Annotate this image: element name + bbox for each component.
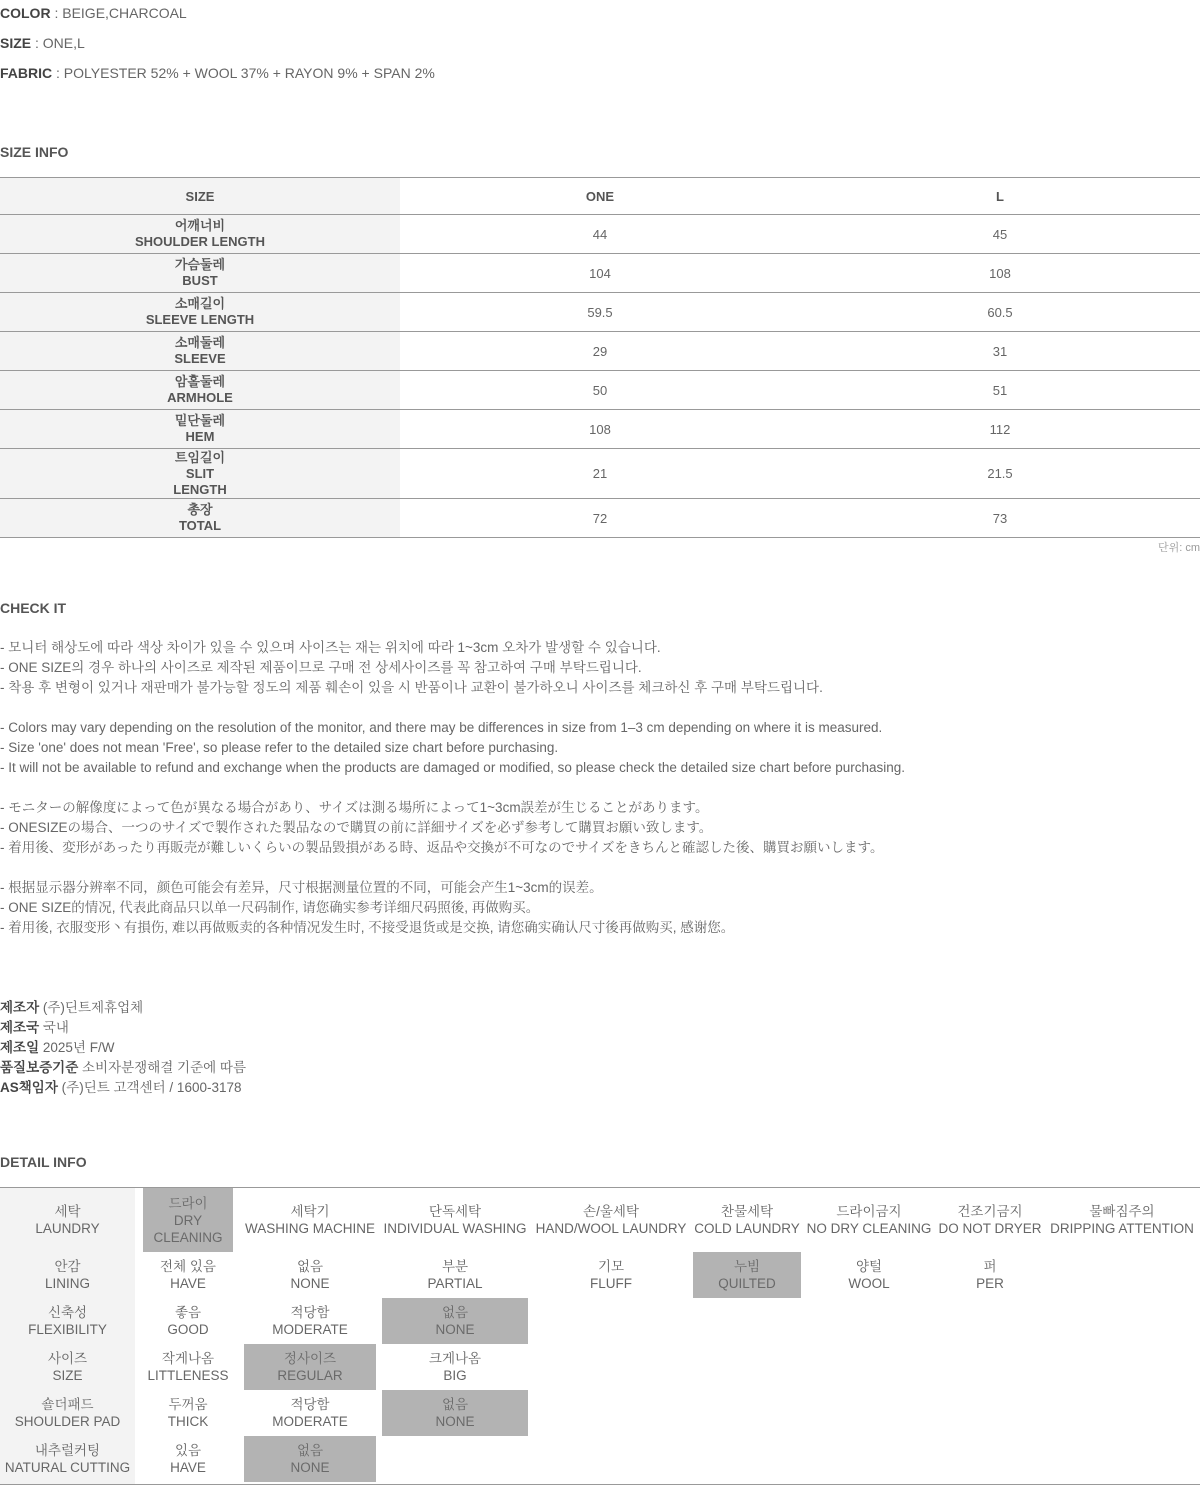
size-value-l: 21.5 — [800, 449, 1200, 499]
detail-label-text: 사이즈 — [47, 1351, 88, 1366]
detail-option-text: 적당함 — [290, 1305, 330, 1320]
detail-option-text: 양털 — [855, 1259, 883, 1274]
detail-option-text: THICK — [167, 1414, 209, 1429]
detail-label-text: 세탁 — [54, 1204, 81, 1219]
detail-option-selected — [244, 1344, 376, 1390]
detail-option-text: NONE — [290, 1460, 330, 1475]
spec-value: : POLYESTER 52% + WOOL 37% + RAYON 9% + SPAN 2% — [56, 65, 435, 81]
detail-option — [232, 1298, 388, 1344]
measure-name: SHOULDER LENGTH — [135, 234, 265, 249]
unit-label: 단위: cm — [1157, 542, 1200, 554]
size-row — [0, 254, 1200, 293]
size-value-l: 108 — [800, 254, 1200, 293]
detail-option-text: DRY — [173, 1212, 203, 1228]
detail-option-text: 누빔 — [733, 1259, 761, 1274]
detail-option-selected — [382, 1298, 528, 1344]
spec-label: COLOR — [0, 5, 51, 21]
size-value-l: 73 — [800, 499, 1200, 538]
maker-label: 제조일 — [0, 1040, 40, 1055]
detail-option-text: 좋음 — [174, 1305, 202, 1320]
measure-name: 암홀둘레 — [174, 374, 226, 389]
spec-fabric — [0, 65, 435, 81]
detail-option-text: NONE — [290, 1276, 330, 1291]
notice-line: - Size 'one' does not mean 'Free', so please refer to the detailed size chart before purchasing. — [0, 740, 559, 755]
check-it-kr — [0, 638, 823, 698]
notice-line: - ONE SIZE的情况, 代表此商品只以单一尺码制作, 请您确实参考详细尺码照後, 再做购买。 — [0, 900, 540, 915]
size-value-one: 21 — [400, 449, 800, 499]
detail-option-text: 퍼 — [983, 1259, 997, 1274]
detail-option — [131, 1252, 245, 1298]
detail-option — [131, 1436, 245, 1482]
maker-label: 제조자 — [0, 1000, 40, 1015]
maker-label: 제조국 — [0, 1020, 40, 1035]
detail-option-text: FLUFF — [590, 1276, 632, 1291]
size-value-l: 112 — [800, 410, 1200, 449]
detail-option-selected — [382, 1390, 528, 1436]
size-value-one: 44 — [400, 215, 800, 254]
maker-row — [0, 1018, 246, 1038]
size-row — [0, 215, 1200, 254]
measure-name: 트임길이 — [174, 449, 226, 465]
detail-option — [232, 1252, 388, 1298]
detail-row-label — [0, 1252, 135, 1298]
notice-line: - 着用後, 衣服变形丶有損伤, 难以再做贩卖的各种情况发生时, 不接受退货或是交换, 请您确实确认尺寸後再做购买, 感谢您。 — [0, 920, 735, 935]
detail-option-text: REGULAR — [277, 1368, 343, 1383]
spec-value: : ONE,L — [35, 35, 85, 51]
detail-label-text: 숄더패드 — [41, 1397, 94, 1412]
spec-color — [0, 5, 187, 21]
notice-line: - モニターの解像度によって色が異なる場合があり、サイズは測る場所によって1~3cm誤差が生じることがあります。 — [0, 800, 709, 815]
size-row-label — [0, 410, 400, 449]
check-it-cn — [0, 878, 734, 938]
size-row-label — [0, 371, 400, 410]
measure-name: BUST — [182, 273, 218, 288]
detail-option-text: NONE — [435, 1414, 475, 1429]
measure-name: 소매길이 — [174, 296, 226, 311]
size-value-one: 108 — [400, 410, 800, 449]
notice-line: - 착용 후 변형이 있거나 재판매가 불가능할 정도의 제품 훼손이 있을 시 반품이나 교환이 불가하오니 사이즈를 체크하신 후 구매 부탁드립니다. — [0, 680, 823, 695]
maker-label: 품질보증기준 — [0, 1060, 79, 1075]
measure-name: SLEEVE LENGTH — [145, 312, 255, 327]
measure-name: LENGTH — [173, 481, 227, 497]
detail-option-text: HAVE — [170, 1460, 206, 1475]
maker-value: (주)딘트제휴업체 — [42, 1000, 144, 1015]
detail-option — [521, 1188, 701, 1252]
detail-option-selected — [693, 1252, 801, 1298]
size-value-one: 29 — [400, 332, 800, 371]
measure-name: SLIT — [185, 465, 215, 481]
detail-option-text: GOOD — [167, 1322, 209, 1337]
detail-option-text: 정사이즈 — [283, 1351, 337, 1366]
check-it-jp — [0, 798, 883, 858]
notice-line: - ONE SIZE의 경우 하나의 사이즈로 제작된 제품이므로 구매 전 상세사이즈를 꼭 참고하여 구매 부탁드립니다. — [0, 660, 642, 675]
detail-option — [131, 1390, 245, 1436]
maker-info — [0, 998, 246, 1098]
detail-option-text: PER — [976, 1276, 1004, 1291]
detail-option-text: 기모 — [597, 1259, 625, 1274]
detail-option-text: HAVE — [170, 1276, 206, 1291]
detail-option-text: INDIVIDUAL WASHING — [383, 1221, 527, 1236]
detail-option — [370, 1252, 540, 1298]
size-row — [0, 410, 1200, 449]
size-value-l: 51 — [800, 371, 1200, 410]
size-value-one: 72 — [400, 499, 800, 538]
size-value-one: 104 — [400, 254, 800, 293]
header-l: L — [800, 178, 1200, 215]
maker-value: 국내 — [42, 1020, 69, 1035]
size-value-l: 45 — [800, 215, 1200, 254]
detail-label-text: LAUNDRY — [35, 1221, 100, 1236]
detail-option — [232, 1390, 388, 1436]
detail-label-text: SHOULDER PAD — [14, 1414, 121, 1429]
detail-label-text: SIZE — [52, 1368, 83, 1383]
measure-name: 가슴둘레 — [174, 257, 226, 272]
detail-option-selected — [244, 1436, 376, 1482]
detail-option-text: LITTLENESS — [147, 1368, 229, 1383]
size-row — [0, 293, 1200, 332]
size-info-title: SIZE INFO — [0, 144, 69, 160]
detail-option-text: WOOL — [848, 1276, 890, 1291]
detail-option-text: MODERATE — [272, 1322, 348, 1337]
detail-row-label — [0, 1298, 135, 1344]
detail-info-title: DETAIL INFO — [0, 1154, 87, 1170]
detail-option — [1034, 1188, 1200, 1252]
maker-row — [0, 1058, 246, 1078]
size-row-label — [0, 332, 400, 371]
detail-option-text: 없음 — [441, 1397, 469, 1412]
notice-line: - Colors may vary depending on the resolution of the monitor, and there may be differences in size from 1–3 cm depending on where it is measured. — [0, 720, 883, 735]
detail-option-text: 없음 — [441, 1305, 469, 1320]
measure-name: SLEEVE — [174, 351, 226, 366]
size-row-label — [0, 499, 400, 538]
detail-option-text: 크게나옴 — [428, 1351, 482, 1366]
detail-option — [232, 1188, 388, 1252]
detail-row-label — [0, 1390, 135, 1436]
detail-label-text: 내추럴커팅 — [34, 1443, 101, 1458]
spec-label: FABRIC — [0, 65, 53, 81]
detail-option — [923, 1252, 1057, 1298]
detail-option-text: 세탁기 — [290, 1204, 330, 1219]
measure-name: ARMHOLE — [167, 390, 233, 405]
detail-option-text: 전체 있음 — [160, 1259, 216, 1274]
detail-option — [521, 1252, 701, 1298]
detail-option-text: 찬물세탁 — [720, 1204, 774, 1219]
check-it-title: CHECK IT — [0, 600, 67, 616]
detail-option-text: 손/울세탁 — [583, 1204, 639, 1219]
detail-row-label — [0, 1188, 135, 1252]
detail-option-text: COLD LAUNDRY — [694, 1221, 800, 1236]
detail-option-text: CLEANING — [153, 1229, 223, 1245]
size-value-one: 59.5 — [400, 293, 800, 332]
size-row — [0, 371, 1200, 410]
measure-name: 소매둘레 — [174, 335, 226, 350]
measure-name: TOTAL — [178, 518, 222, 533]
size-value-l: 31 — [800, 332, 1200, 371]
maker-value: 2025년 F/W — [42, 1040, 115, 1055]
detail-option-text: 단독세탁 — [428, 1204, 482, 1219]
detail-option-text: NONE — [435, 1322, 475, 1337]
measure-name: 밑단둘레 — [174, 413, 226, 428]
measure-name: 어깨너비 — [174, 218, 226, 233]
detail-option — [370, 1344, 540, 1390]
maker-value: 소비자분쟁해결 기준에 따름 — [82, 1060, 247, 1075]
detail-option-text: 없음 — [296, 1443, 324, 1458]
spec-label: SIZE — [0, 35, 32, 51]
maker-row — [0, 998, 246, 1018]
detail-row-label — [0, 1436, 135, 1482]
maker-value: (주)딘트 고객센터 / 1600-3178 — [61, 1080, 242, 1095]
detail-option-text: DO NOT DRYER — [938, 1221, 1042, 1236]
detail-option — [131, 1298, 245, 1344]
notice-line: - It will not be available to refund and exchange when the products are damaged or modified, so please check the detailed size chart before purchasing. — [0, 760, 906, 775]
detail-option-text: 있음 — [174, 1443, 202, 1458]
detail-option-text: MODERATE — [272, 1414, 348, 1429]
detail-option-text: 물빠짐주의 — [1089, 1204, 1155, 1219]
size-row — [0, 332, 1200, 371]
notice-line: - 根据显示器分辨率不同，颜色可能会有差异，尺寸根据测量位置的不同，可能会产生1~3cm的误差。 — [0, 880, 603, 895]
detail-option-text: QUILTED — [718, 1276, 776, 1291]
notice-line: - 着用後、変形があったり再販売が難しいくらいの製品毀損がある時、返品や交換が不可なのでサイズをきちんと確認した後、購買お願いします。 — [0, 840, 884, 855]
detail-option-text: DRIPPING ATTENTION — [1050, 1221, 1194, 1236]
header-size: SIZE — [0, 178, 400, 215]
detail-label-text: LINING — [44, 1276, 90, 1291]
detail-option-text: NO DRY CLEANING — [806, 1221, 932, 1236]
detail-option-text: 적당함 — [290, 1397, 330, 1412]
detail-option-text: HAND/WOOL LAUNDRY — [535, 1221, 687, 1236]
size-value-l: 60.5 — [800, 293, 1200, 332]
size-row-label — [0, 254, 400, 293]
size-row — [0, 499, 1200, 538]
spec-size — [0, 35, 85, 51]
detail-option-selected — [143, 1188, 233, 1252]
size-row-label — [0, 215, 400, 254]
detail-option-text: 없음 — [296, 1259, 324, 1274]
notice-line: - 모니터 해상도에 따라 색상 차이가 있을 수 있으며 사이즈는 재는 위치에 따라 1~3cm 오차가 발생할 수 있습니다. — [0, 640, 661, 655]
detail-option-text: 두꺼움 — [168, 1397, 208, 1412]
detail-option-text: 부분 — [441, 1259, 469, 1274]
detail-option — [370, 1188, 540, 1252]
detail-info-grid — [0, 1187, 1200, 1485]
header-one: ONE — [400, 178, 800, 215]
detail-option — [131, 1344, 245, 1390]
size-row-label — [0, 449, 400, 499]
detail-option-text: BIG — [443, 1368, 467, 1383]
detail-option-text: 드라이금지 — [836, 1204, 902, 1219]
measure-name: HEM — [185, 429, 215, 444]
maker-label: AS책임자 — [0, 1080, 58, 1095]
detail-option-text: 건조기금지 — [957, 1204, 1023, 1219]
detail-row-label — [0, 1344, 135, 1390]
detail-label-text: 신축성 — [47, 1305, 88, 1320]
size-row-label — [0, 293, 400, 332]
measure-name: 총장 — [187, 502, 213, 517]
detail-option-text: PARTIAL — [427, 1276, 483, 1291]
detail-option-text: WASHING MACHINE — [244, 1221, 375, 1236]
detail-label-text: 안감 — [54, 1259, 81, 1274]
maker-row — [0, 1078, 246, 1098]
detail-option-text: 드라이 — [168, 1195, 208, 1211]
size-table — [0, 177, 1200, 538]
size-row — [0, 449, 1200, 499]
size-table-header — [0, 178, 1200, 215]
size-value-one: 50 — [400, 371, 800, 410]
detail-label-text: FLEXIBILITY — [28, 1322, 107, 1337]
notice-line: - ONESIZEの場合、一つのサイズで製作された製品なので購買の前に詳細サイズを必ず参考して購買お願い致します。 — [0, 820, 713, 835]
maker-row — [0, 1038, 246, 1058]
check-it-en — [0, 718, 905, 778]
detail-label-text: NATURAL CUTTING — [4, 1460, 131, 1475]
detail-option-text: 작게나옴 — [161, 1351, 215, 1366]
spec-value: : BEIGE,CHARCOAL — [54, 5, 187, 21]
